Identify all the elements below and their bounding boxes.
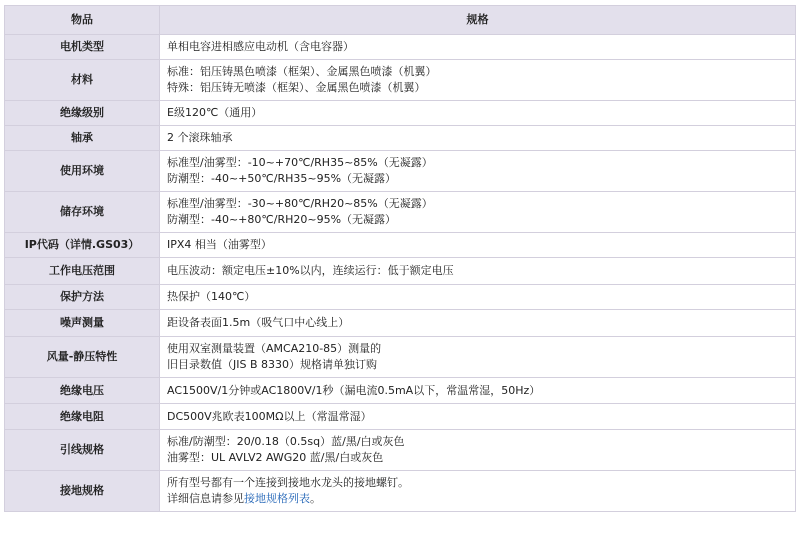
row-value <box>160 126 796 151</box>
row-name: 绝缘电阻 <box>5 404 160 430</box>
value-line: 油雾型：UL AVLV2 AWG20 蓝/黑/白或灰色 <box>167 451 384 464</box>
row-name: 材料 <box>5 60 160 101</box>
row-name: 电机类型 <box>5 35 160 60</box>
value-line: DC500V兆欧表100MΩ以上（常温常湿） <box>167 409 372 423</box>
value-line: 2 个滚珠轴承 <box>167 131 233 144</box>
value-line: 特殊：铝压铸无喷漆（框架）、金属黑色喷漆（机翼） <box>167 81 426 94</box>
row-value <box>160 192 796 233</box>
row-value <box>160 151 796 192</box>
row-name: 轴承 <box>5 126 160 151</box>
value-line: E级120℃（通用） <box>167 106 263 119</box>
value-line: 防潮型：-40~+50℃/RH35~95%（无凝露） <box>167 172 397 185</box>
row-value <box>160 310 796 337</box>
row-name: 接地规格 <box>5 471 160 512</box>
table-row <box>5 35 796 60</box>
row-value <box>160 35 796 60</box>
table-row <box>5 378 796 404</box>
row-name: 保护方法 <box>5 285 160 310</box>
value-line: 标准/防潮型：20/0.18（0.5sq）蓝/黑/白或灰色 <box>167 435 405 448</box>
spec-table <box>4 5 796 512</box>
row-value <box>160 378 796 404</box>
row-value <box>160 233 796 258</box>
row-name: 引线规格 <box>5 430 160 471</box>
value-line: 标准：铝压铸黑色喷漆（框架）、金属黑色喷漆（机翼） <box>167 65 437 78</box>
table-header-row <box>5 6 796 35</box>
table-row <box>5 151 796 192</box>
table-row <box>5 258 796 285</box>
row-name: 储存环境 <box>5 192 160 233</box>
row-name: 噪声测量 <box>5 310 160 337</box>
value-text: 详细信息请参见 <box>167 492 244 505</box>
row-value <box>160 337 796 378</box>
row-name: 绝缘级别 <box>5 101 160 126</box>
table-row <box>5 101 796 126</box>
value-line: 电压波动：额定电压±10%以内，连续运行：低于额定电压 <box>167 264 454 277</box>
row-name: 工作电压范围 <box>5 258 160 285</box>
row-value <box>160 404 796 430</box>
value-text: 。 <box>310 492 321 505</box>
value-line: 距设备表面1.5m（吸气口中心线上） <box>167 316 350 329</box>
value-line: 防潮型：-40~+80℃/RH20~95%（无凝露） <box>167 213 397 226</box>
table-row <box>5 233 796 258</box>
ground-spec-list-link[interactable]: 接地规格列表 <box>244 492 310 505</box>
table-row <box>5 126 796 151</box>
table-row <box>5 337 796 378</box>
row-name: 绝缘电压 <box>5 378 160 404</box>
table-row <box>5 471 796 512</box>
value-line: IPX4 相当（油雾型） <box>167 238 272 251</box>
row-value <box>160 60 796 101</box>
table-row <box>5 285 796 310</box>
value-line: AC1500V/1分钟或AC1800V/1秒（漏电流0.5mA以下，常温常湿，50Hz） <box>167 383 541 397</box>
table-row <box>5 60 796 101</box>
value-line: 标准型/油雾型：-30~+80℃/RH20~85%（无凝露） <box>167 197 433 210</box>
row-value <box>160 285 796 310</box>
header-spec: 规格 <box>160 6 796 35</box>
row-value <box>160 258 796 285</box>
value-line: 热保护（140℃） <box>167 290 256 303</box>
row-name: 使用环境 <box>5 151 160 192</box>
row-name: IP代码（详情.GS03） <box>5 233 160 258</box>
value-line-with-link <box>167 491 789 507</box>
value-line: 所有型号都有一个连接到接地水龙头的接地螺钉。 <box>167 476 409 489</box>
table-row <box>5 430 796 471</box>
row-value <box>160 101 796 126</box>
table-row <box>5 404 796 430</box>
table-row <box>5 192 796 233</box>
table-row <box>5 310 796 337</box>
row-name: 风量-静压特性 <box>5 337 160 378</box>
value-line: 使用双室测量装置（AMCA210-85）测量的 <box>167 342 382 355</box>
row-value <box>160 430 796 471</box>
value-line: 单相电容进相感应电动机（含电容器） <box>167 40 354 53</box>
header-item: 物品 <box>5 6 160 35</box>
value-line: 旧目录数值（JIS B 8330）规格请单独订购 <box>167 358 378 371</box>
row-value <box>160 471 796 512</box>
value-line: 标准型/油雾型：-10~+70℃/RH35~85%（无凝露） <box>167 156 433 169</box>
